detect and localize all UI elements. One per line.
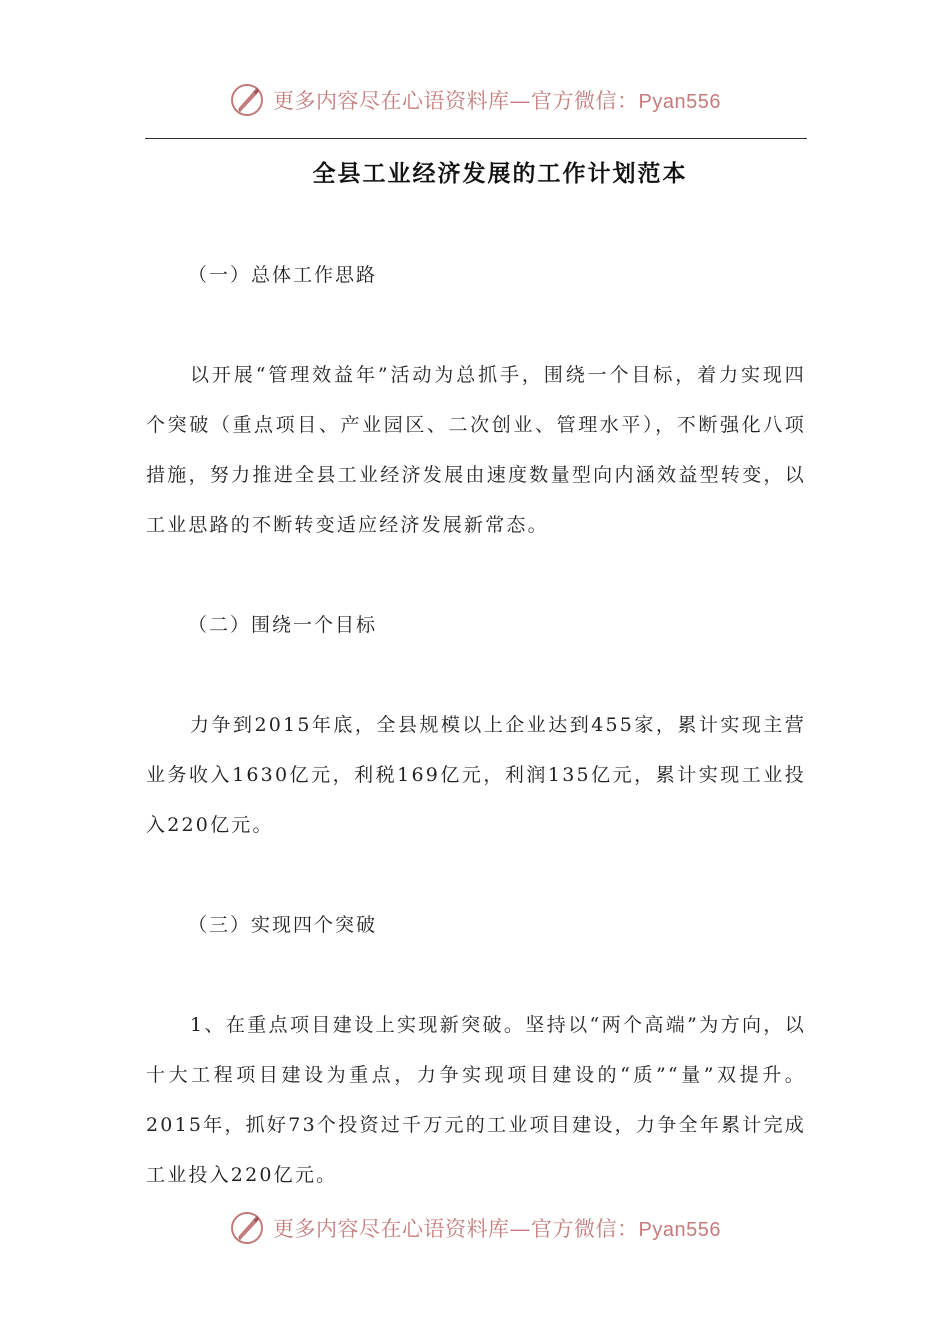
pen-logo-icon bbox=[229, 1210, 265, 1246]
section-paragraph-1: 以开展“管理效益年”活动为总抓手，围绕一个目标，着力实现四个突破（重点项目、产业园区、二次创业、管理水平），不断强化八项措施，努力推进全县工业经济发展由速度数量型向内涵效益型转变，以工业思路的不断转变适应经济发展新常态。 bbox=[146, 364, 806, 536]
footer-wechat-id: Pyan556 bbox=[638, 1219, 721, 1241]
section-heading-3: （三）实现四个突破 bbox=[188, 914, 378, 936]
pen-logo-icon bbox=[229, 82, 265, 118]
section-heading-1: （一）总体工作思路 bbox=[188, 264, 378, 286]
section-heading-2: （二）围绕一个目标 bbox=[188, 614, 378, 636]
header-wechat-id: Pyan556 bbox=[638, 91, 721, 113]
header-banner bbox=[0, 82, 950, 118]
document-title: 全县工业经济发展的工作计划范本 bbox=[312, 161, 688, 187]
section-paragraph-2: 力争到2015年底，全县规模以上企业达到455家，累计实现主营业务收入1630亿元，利税169亿元，利润135亿元，累计实现工业投入220亿元。 bbox=[146, 714, 806, 836]
footer-banner-text: 更多内容尽在心语资料库—官方微信：Pyan556 bbox=[273, 1217, 721, 1241]
footer-banner bbox=[0, 1210, 950, 1246]
document-body bbox=[146, 250, 806, 1200]
section-paragraph-3: 1、在重点项目建设上实现新突破。坚持以“两个高端”为方向，以十大工程项目建设为重点，力争实现项目建设的“质”“量”双提升。2015年，抓好73个投资过千万元的工业项目建设，力争全年累计完成工业投入220亿元。 bbox=[146, 1014, 806, 1186]
header-divider bbox=[145, 138, 807, 139]
header-banner-text: 更多内容尽在心语资料库—官方微信：Pyan556 bbox=[273, 89, 721, 113]
